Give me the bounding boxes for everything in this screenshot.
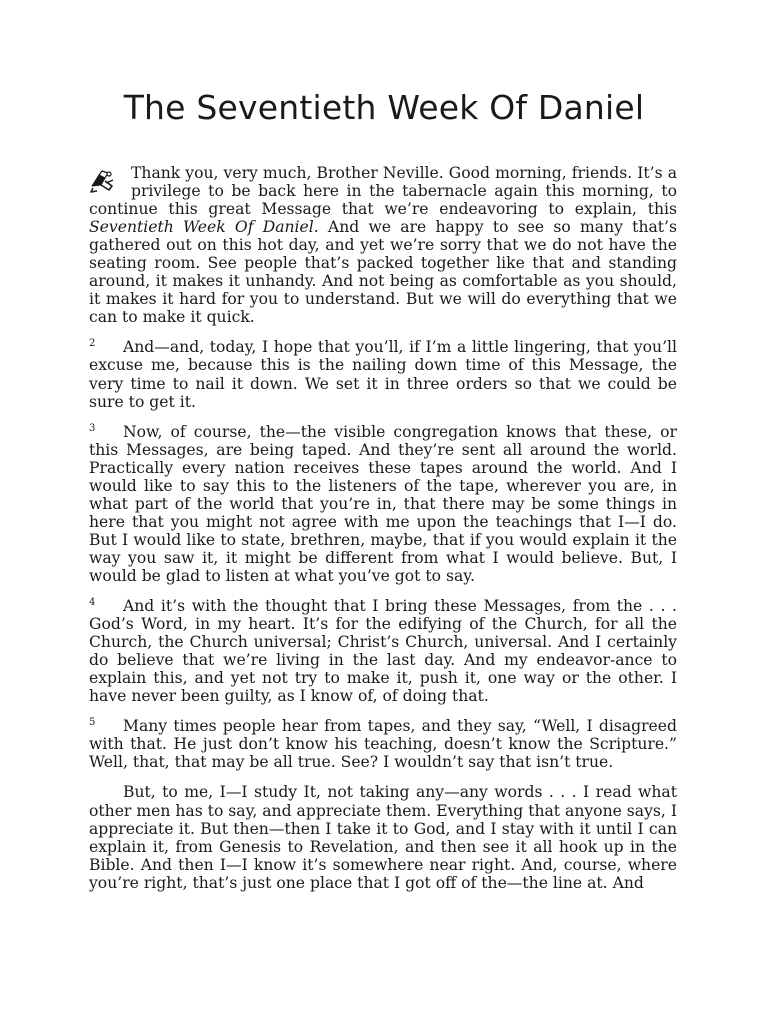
paragraph-1 — [89, 164, 677, 326]
paragraph-text: . And we are happy to see so many that’s gathered out on this hot day, and yet we’re sorry that we do not have the seating room. See people that’s packed together like that and standing around, it makes it unhandy. And not being as comfortable as you should, it makes it hard for you to understand. But we will do everything that we can to make it quick. — [89, 218, 678, 327]
paragraph-text: And it’s with the thought that I bring these Messages, from the . . . God’s Word, in my heart. It’s for the edifying of the Church, for all the Church, the Church universal; Christ’s Church, universal. And I certainly do believe that we’re living in the last day. And my endeavor-ance to explain this, and yet not try to make it, push it, one way or the other. I have never been guilty, as I know of, of doing that. — [89, 597, 677, 706]
document-page — [89, 0, 677, 1024]
page-title: The Seventieth Week Of Daniel — [123, 88, 645, 127]
tape-speaker-icon — [89, 166, 115, 196]
paragraph-2 — [89, 338, 677, 410]
paragraph-text: Now, of course, the—the visible congregation knows that these, or this Messages, are being taped. And they’re sent all around the world. Practically every nation receives these tapes around the world. And I would like to say this to the listeners of the tape, wherever you are, in what part of the world that you’re in, that there may be some things in here that you might not agree with me upon the teachings that I—I do. But I would like to state, brethren, maybe, that if you would explain it the way you saw it, it might be different from what I would believe. But, I would be glad to listen at what you’ve got to say. — [89, 422, 677, 585]
sermon-body — [89, 164, 677, 904]
paragraph-5 — [89, 717, 677, 771]
paragraph-text: And—and, today, I hope that you’ll, if I’m a little lingering, that you’ll excuse me, because this is the nailing down time of this Message, the very time to nail it down. We set it in three orders so that we could be sure to get it. — [89, 338, 677, 411]
paragraph-text: Thank you, very much, Brother Neville. Good morning, friends. It’s a privilege to be back here in the tabernacle again this morning, to continue this great Message that we’re endeavoring to explain, this — [89, 164, 677, 219]
sermon-title-italic: Seventieth Week Of Daniel — [89, 218, 314, 237]
paragraph-6 — [89, 783, 677, 891]
paragraph-text: But, to me, I—I study It, not taking any—any words . . . I read what other men has to say, and appreciate them. Everything that anyone says, I appreciate it. But then—then I take it to God, and I stay with it until I can explain it, from Genesis to Revelation, and then see it all hook up in the Bible. And then I—I know it’s somewhere near right. And, course, where you’re right, that’s just one place that I got off of the—the line at. And — [89, 783, 677, 892]
paragraph-4 — [89, 597, 677, 705]
paragraph-number: 2 — [89, 338, 96, 350]
paragraph-number: 3 — [89, 422, 96, 434]
paragraph-text: Many times people hear from tapes, and they say, “Well, I disagreed with that. He just don’t know his teaching, doesn’t know the Scripture.” Well, that, that may be all true. See? I wouldn’t say that isn’t true. — [89, 717, 677, 772]
paragraph-number: 5 — [89, 717, 96, 729]
paragraph-number: 4 — [89, 597, 96, 609]
paragraph-3 — [89, 423, 677, 585]
